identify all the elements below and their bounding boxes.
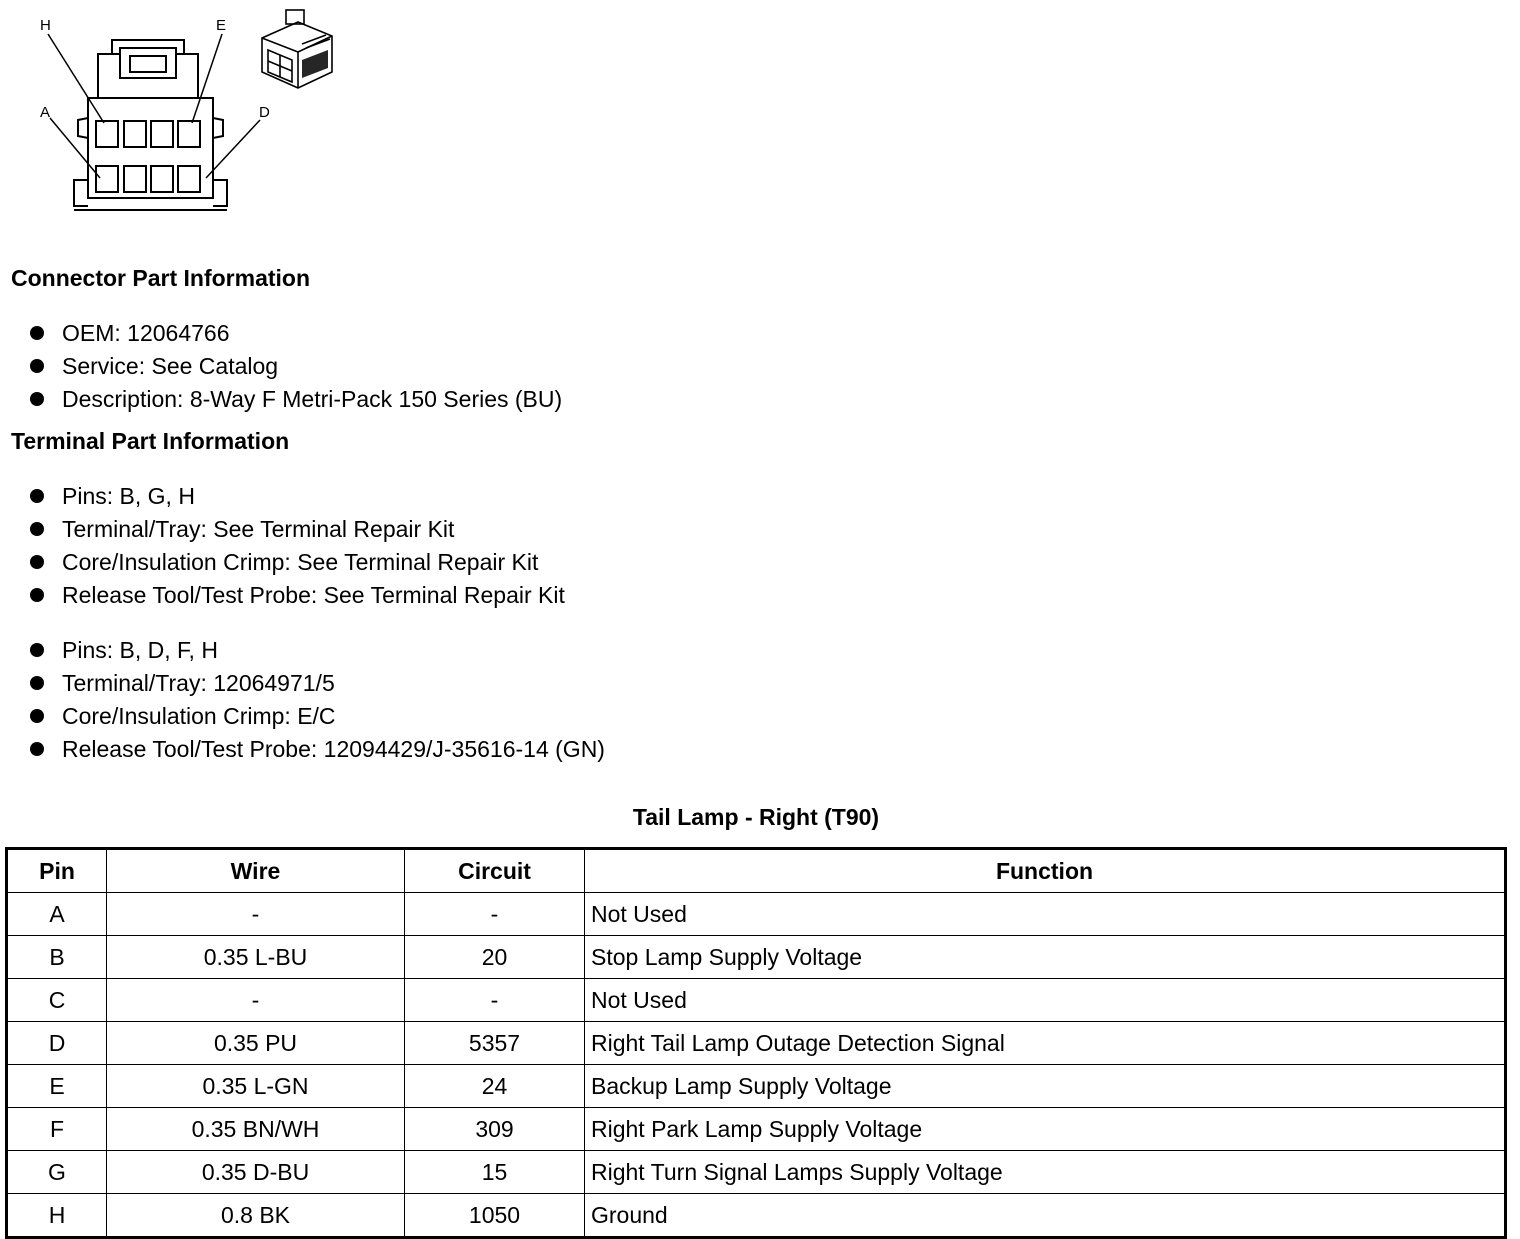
cell-pin: F [7,1108,107,1151]
list-item: Terminal/Tray: See Terminal Repair Kit [30,513,565,546]
column-header-wire: Wire [107,849,405,893]
list-item: OEM: 12064766 [30,317,562,350]
terminal-part-info-heading: Terminal Part Information [11,428,290,454]
cell-wire: 0.8 BK [107,1194,405,1238]
column-header-function: Function [585,849,1506,893]
table-row [7,893,1506,936]
pin-label-d: D [259,104,270,121]
pin-table [5,847,1507,1239]
cell-pin: C [7,979,107,1022]
cell-circuit: 20 [405,936,585,979]
cell-pin: G [7,1151,107,1194]
cell-function: Ground [585,1194,1506,1238]
cell-circuit: - [405,979,585,1022]
table-row [7,1065,1506,1108]
column-header-pin: Pin [7,849,107,893]
list-item: Service: See Catalog [30,350,562,383]
cell-circuit: 5357 [405,1022,585,1065]
table-header-row [7,849,1506,893]
cell-function: Right Park Lamp Supply Voltage [585,1108,1506,1151]
list-item: Pins: B, D, F, H [30,634,605,667]
connector-diagram [30,8,360,218]
cell-wire: - [107,979,405,1022]
list-item: Pins: B, G, H [30,480,565,513]
terminal-part-list-1 [30,480,565,612]
cell-wire: 0.35 D-BU [107,1151,405,1194]
cell-function: Not Used [585,893,1506,936]
column-header-circuit: Circuit [405,849,585,893]
cell-function: Not Used [585,979,1506,1022]
connector-part-info-heading: Connector Part Information [11,265,311,291]
table-row [7,936,1506,979]
cell-wire: 0.35 L-GN [107,1065,405,1108]
cell-function: Stop Lamp Supply Voltage [585,936,1506,979]
list-item: Description: 8-Way F Metri-Pack 150 Series (BU) [30,383,562,416]
cell-circuit: 15 [405,1151,585,1194]
cell-pin: E [7,1065,107,1108]
terminal-part-list-2 [30,634,605,766]
cell-circuit: 1050 [405,1194,585,1238]
table-row [7,1194,1506,1238]
pin-label-e: E [216,17,227,34]
pin-label-h: H [40,17,51,34]
table-row [7,1151,1506,1194]
connector-isometric-icon [262,10,332,88]
cell-pin: B [7,936,107,979]
cell-circuit: 24 [405,1065,585,1108]
list-item: Release Tool/Test Probe: See Terminal Repair Kit [30,579,565,612]
cell-circuit: 309 [405,1108,585,1151]
cell-wire: 0.35 BN/WH [107,1108,405,1151]
list-item: Release Tool/Test Probe: 12094429/J-35616-14 (GN) [30,733,605,766]
cell-function: Right Tail Lamp Outage Detection Signal [585,1022,1506,1065]
cell-pin: H [7,1194,107,1238]
connector-part-list [30,317,562,416]
table-row [7,1022,1506,1065]
table-row [7,979,1506,1022]
cell-wire: - [107,893,405,936]
list-item: Core/Insulation Crimp: See Terminal Repair Kit [30,546,565,579]
cell-wire: 0.35 L-BU [107,936,405,979]
list-item: Terminal/Tray: 12064971/5 [30,667,605,700]
cell-pin: A [7,893,107,936]
cell-function: Backup Lamp Supply Voltage [585,1065,1506,1108]
pin-table-title: Tail Lamp - Right (T90) [632,804,880,830]
table-row [7,1108,1506,1151]
list-item: Core/Insulation Crimp: E/C [30,700,605,733]
cell-pin: D [7,1022,107,1065]
cell-circuit: - [405,893,585,936]
pin-label-a: A [40,104,51,121]
cell-wire: 0.35 PU [107,1022,405,1065]
cell-function: Right Turn Signal Lamps Supply Voltage [585,1151,1506,1194]
